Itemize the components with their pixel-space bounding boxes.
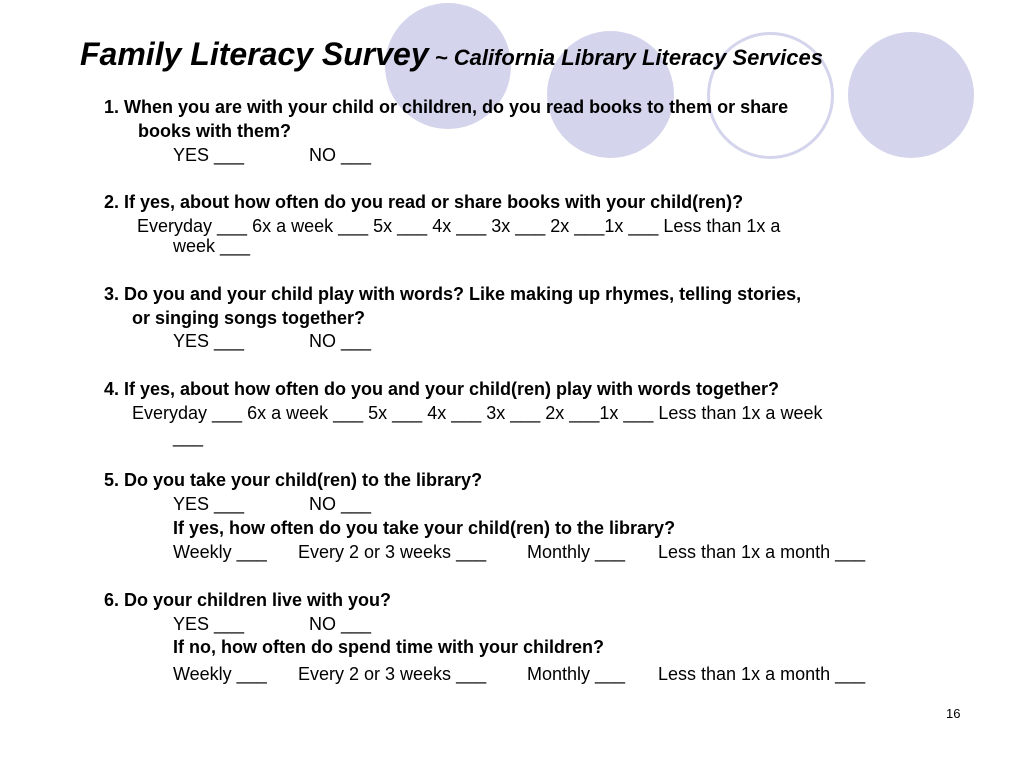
q2-options-line1: Everyday ___ 6x a week ___ 5x ___ 4x ___ 3x ___ 2x ___1x ___ Less than 1x a [137, 216, 781, 236]
title-main: Family Literacy Survey [80, 36, 429, 72]
q4-options-line1: Everyday ___ 6x a week ___ 5x ___ 4x ___ 3x ___ 2x ___1x ___ Less than 1x a week [132, 403, 823, 423]
q5-no-option: NO ___ [309, 494, 372, 514]
page-number: 16 [946, 706, 961, 721]
q6-followup-question: If no, how often do spend time with your children? [173, 637, 604, 657]
q6-option-every-2-3-weeks: Every 2 or 3 weeks ___ [298, 664, 487, 684]
title-separator: ~ [428, 45, 454, 70]
q6-question: 6. Do your children live with you? [104, 590, 392, 610]
q5-question: 5. Do you take your child(ren) to the library? [104, 470, 483, 490]
q3-question-line2: or singing songs together? [132, 308, 365, 328]
q1-question-line2: books with them? [138, 121, 291, 141]
page-title [80, 36, 823, 73]
q4-options-line2: ___ [173, 427, 204, 447]
q6-option-weekly: Weekly ___ [173, 664, 267, 684]
q5-option-less-than-monthly: Less than 1x a month ___ [658, 542, 866, 562]
q2-question: 2. If yes, about how often do you read or share books with your child(ren)? [104, 192, 744, 212]
q6-option-less-than-monthly: Less than 1x a month ___ [658, 664, 866, 684]
q1-no-option: NO ___ [309, 145, 372, 165]
q5-yes-option: YES ___ [173, 494, 245, 514]
q1-yes-option: YES ___ [173, 145, 245, 165]
q3-question-line1: 3. Do you and your child play with words? Like making up rhymes, telling stories, [104, 284, 802, 304]
q6-option-monthly: Monthly ___ [527, 664, 626, 684]
q2-options-line2: week ___ [173, 236, 251, 256]
q3-yes-option: YES ___ [173, 331, 245, 351]
title-subtitle: California Library Literacy Services [453, 45, 823, 70]
q1-question-line1: 1. When you are with your child or children, do you read books to them or share [104, 97, 789, 117]
q4-question: 4. If yes, about how often do you and your child(ren) play with words together? [104, 379, 780, 399]
q3-no-option: NO ___ [309, 331, 372, 351]
q5-option-every-2-3-weeks: Every 2 or 3 weeks ___ [298, 542, 487, 562]
q5-option-monthly: Monthly ___ [527, 542, 626, 562]
q6-no-option: NO ___ [309, 614, 372, 634]
q5-followup-question: If yes, how often do you take your child(ren) to the library? [173, 518, 676, 538]
q6-yes-option: YES ___ [173, 614, 245, 634]
decorative-circle [848, 32, 974, 158]
q5-option-weekly: Weekly ___ [173, 542, 267, 562]
